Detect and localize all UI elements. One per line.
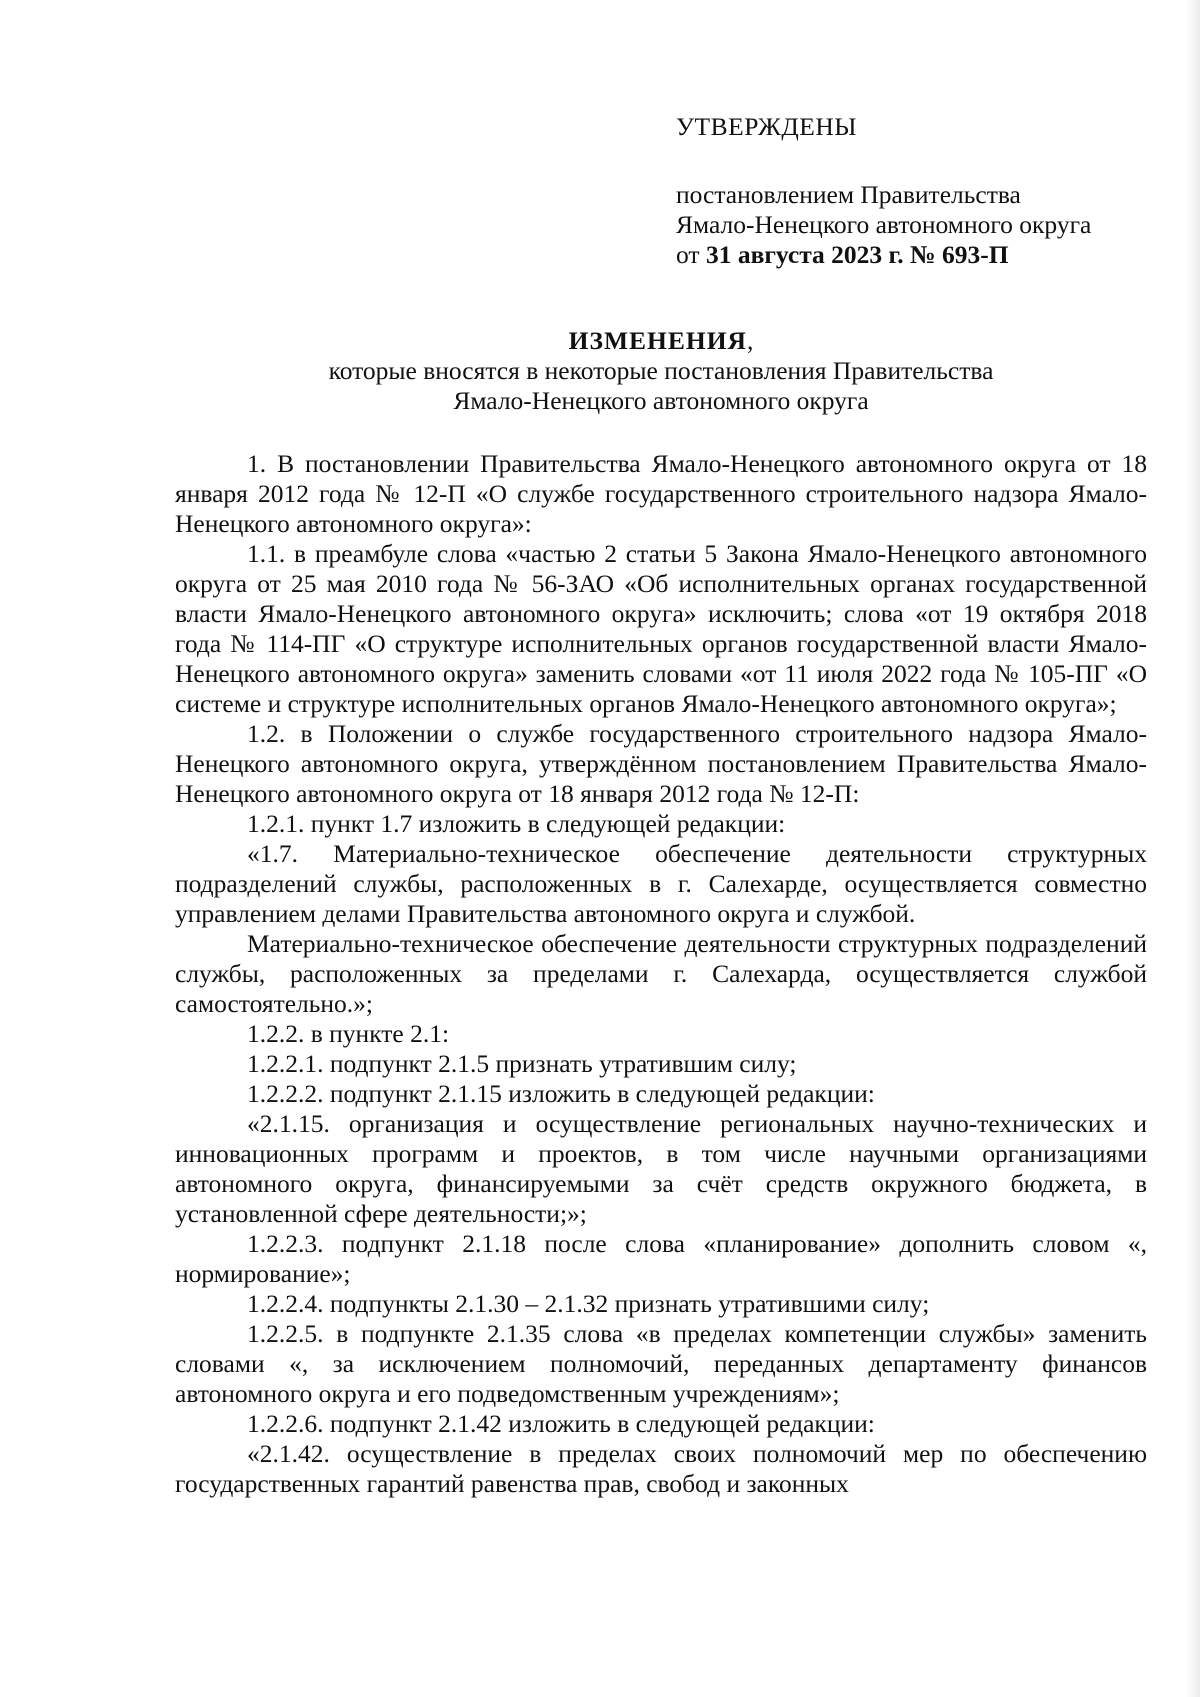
document-body — [175, 449, 1147, 1499]
heading-title: ИЗМЕНЕНИЯ — [568, 326, 747, 355]
paragraph-1-2-2-3: 1.2.2.3. подпункт 2.1.18 после слова «планирование» дополнить словом «, нормирование»; — [175, 1229, 1147, 1288]
approval-block — [676, 112, 1156, 270]
approval-line-2: Ямало-Ненецкого автономного округа — [676, 210, 1092, 239]
approval-date-prefix: от — [676, 240, 706, 269]
paragraph-1-1: 1.1. в преамбуле слова «частью 2 статьи 5 Закона Ямало-Ненецкого автономного округа от 25 мая 2010 года № 56-ЗАО «Об исполнительных органах государственной власти Ямало-Ненецкого автономного округа» исключить; слова «от 19 октября 2018 года № 114-ПГ «О структуре исполнительных органов государственной власти Ямало-Ненецкого автономного округа» заменить словами «от 11 июля 2022 года № 105-ПГ «О системе и структуре исполнительных органов Ямало-Ненецкого автономного округа»; — [175, 539, 1147, 718]
approval-date-value: 31 августа 2023 г. № 693-П — [705, 240, 1009, 269]
paragraph-quote-2-1-42: «2.1.42. осуществление в пределах своих полномочий мер по обеспечению государственных гарантий равенства прав, свобод и законных — [175, 1439, 1147, 1498]
paragraph-1-2-2-6: 1.2.2.6. подпункт 2.1.42 изложить в следующей редакции: — [247, 1409, 875, 1438]
heading-subtitle-line-1: которые вносятся в некоторые постановления Правительства — [328, 356, 994, 385]
approval-date-line — [676, 240, 1156, 270]
document-heading — [175, 326, 1147, 416]
approval-stamp: УТВЕРЖДЕНЫ — [676, 112, 857, 141]
paragraph-quote-1-7-cont: Материально-техническое обеспечение деятельности структурных подразделений службы, расположенных за пределами г. Салехарда, осуществляется службой самостоятельно.»; — [175, 929, 1147, 1018]
paragraph-quote-1-7: «1.7. Материально-техническое обеспечение деятельности структурных подразделений службы, расположенных в г. Салехарде, осуществляется совместно управлением делами Правительства автономного округа и службой. — [175, 839, 1147, 928]
paragraph-1-2-2-4: 1.2.2.4. подпункты 2.1.30 – 2.1.32 признать утратившими силу; — [247, 1289, 930, 1318]
paragraph-1-2-2-1: 1.2.2.1. подпункт 2.1.5 признать утратившим силу; — [247, 1049, 797, 1078]
approval-line-1: постановлением Правительства — [676, 180, 1021, 209]
paragraph-1-2: 1.2. в Положении о службе государственного строительного надзора Ямало-Ненецкого автономного округа, утверждённом постановлением Правительства Ямало-Ненецкого автономного округа от 18 января 2012 года № 12-П: — [175, 719, 1147, 808]
paragraph-quote-2-1-15: «2.1.15. организация и осуществление региональных научно-технических и инновационных программ и проектов, в том числе научными организациями автономного округа, финансируемыми за счёт средств окружного бюджета, в установленной сфере деятельности;»; — [175, 1109, 1147, 1228]
paragraph-1-2-1: 1.2.1. пункт 1.7 изложить в следующей редакции: — [247, 809, 786, 838]
paragraph-1-2-2: 1.2.2. в пункте 2.1: — [247, 1019, 450, 1048]
heading-title-line — [175, 326, 1147, 356]
paragraph-1-2-2-5: 1.2.2.5. в подпункте 2.1.35 слова «в пределах компетенции службы» заменить словами «, за исключением полномочий, переданных департаменту финансов автономного округа и его подведомственным учреждениям»; — [175, 1319, 1147, 1408]
heading-subtitle-line-2: Ямало-Ненецкого автономного округа — [453, 386, 869, 415]
page-edge-shadow — [1186, 0, 1200, 1697]
heading-title-suffix: , — [746, 326, 754, 355]
paragraph-1: 1. В постановлении Правительства Ямало-Ненецкого автономного округа от 18 января 2012 года № 12-П «О службе государственного строительного надзора Ямало-Ненецкого автономного округа»: — [175, 449, 1147, 538]
paragraph-1-2-2-2: 1.2.2.2. подпункт 2.1.15 изложить в следующей редакции: — [247, 1079, 875, 1108]
